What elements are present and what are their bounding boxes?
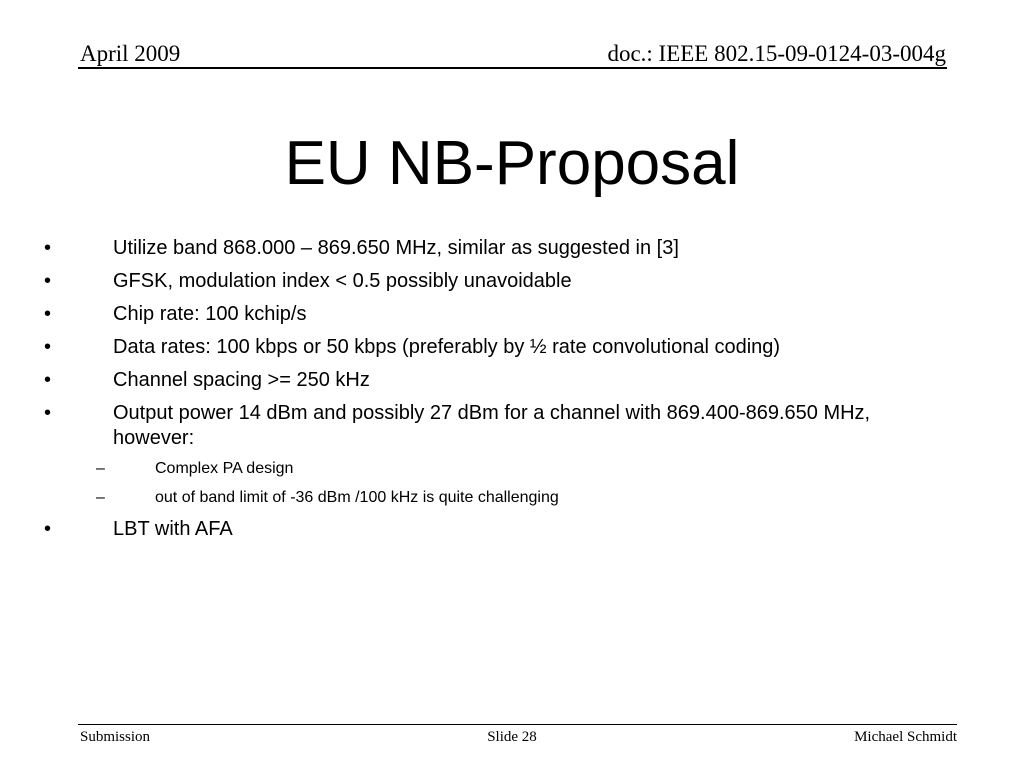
footer-rule <box>78 724 957 725</box>
bullet-marker: • <box>44 369 52 391</box>
header-rule <box>78 67 947 69</box>
bullet-item <box>0 335 1024 360</box>
bullet-item <box>0 236 1024 261</box>
bullet-item <box>0 517 1024 542</box>
footer-author: Michael Schmidt <box>854 729 957 745</box>
footer-slide-number: Slide 28 <box>487 729 537 745</box>
bullet-text: Channel spacing >= 250 kHz <box>113 369 370 391</box>
bullet-marker: • <box>44 237 52 259</box>
slide-title: EU NB-Proposal <box>284 129 740 198</box>
bullet-marker: • <box>44 270 52 292</box>
sub-bullet-marker: – <box>96 460 105 477</box>
sub-bullet-marker: – <box>96 489 105 506</box>
bullet-text: Chip rate: 100 kchip/s <box>113 303 307 325</box>
bullet-text: LBT with AFA <box>113 518 233 540</box>
bullet-item <box>0 269 1024 294</box>
bullet-text: Utilize band 868.000 – 869.650 MHz, similar as suggested in [3] <box>113 237 679 259</box>
bullet-text: Output power 14 dBm and possibly 27 dBm for a channel with 869.400-869.650 MHz, however: <box>113 402 871 449</box>
bullet-text: Data rates: 100 kbps or 50 kbps (preferably by ½ rate convolutional coding) <box>113 336 781 358</box>
bullet-item <box>0 302 1024 327</box>
sub-bullet-text: out of band limit of -36 dBm /100 kHz is quite challenging <box>155 489 559 506</box>
bullet-marker: • <box>44 518 52 540</box>
sub-bullet-item <box>0 488 1024 508</box>
bullet-marker: • <box>44 303 52 325</box>
sub-bullet-item <box>0 459 1024 479</box>
sub-bullet-text: Complex PA design <box>155 460 294 477</box>
footer-submission: Submission <box>80 729 151 745</box>
bullet-text: GFSK, modulation index < 0.5 possibly unavoidable <box>113 270 572 292</box>
header-doc-id: doc.: IEEE 802.15-09-0124-03-004g <box>607 41 946 66</box>
bullet-marker: • <box>44 336 52 358</box>
bullet-item <box>0 368 1024 393</box>
header-date: April 2009 <box>80 41 181 66</box>
slide-body <box>0 236 1024 550</box>
bullet-item <box>0 401 1024 451</box>
bullet-marker: • <box>44 402 52 424</box>
